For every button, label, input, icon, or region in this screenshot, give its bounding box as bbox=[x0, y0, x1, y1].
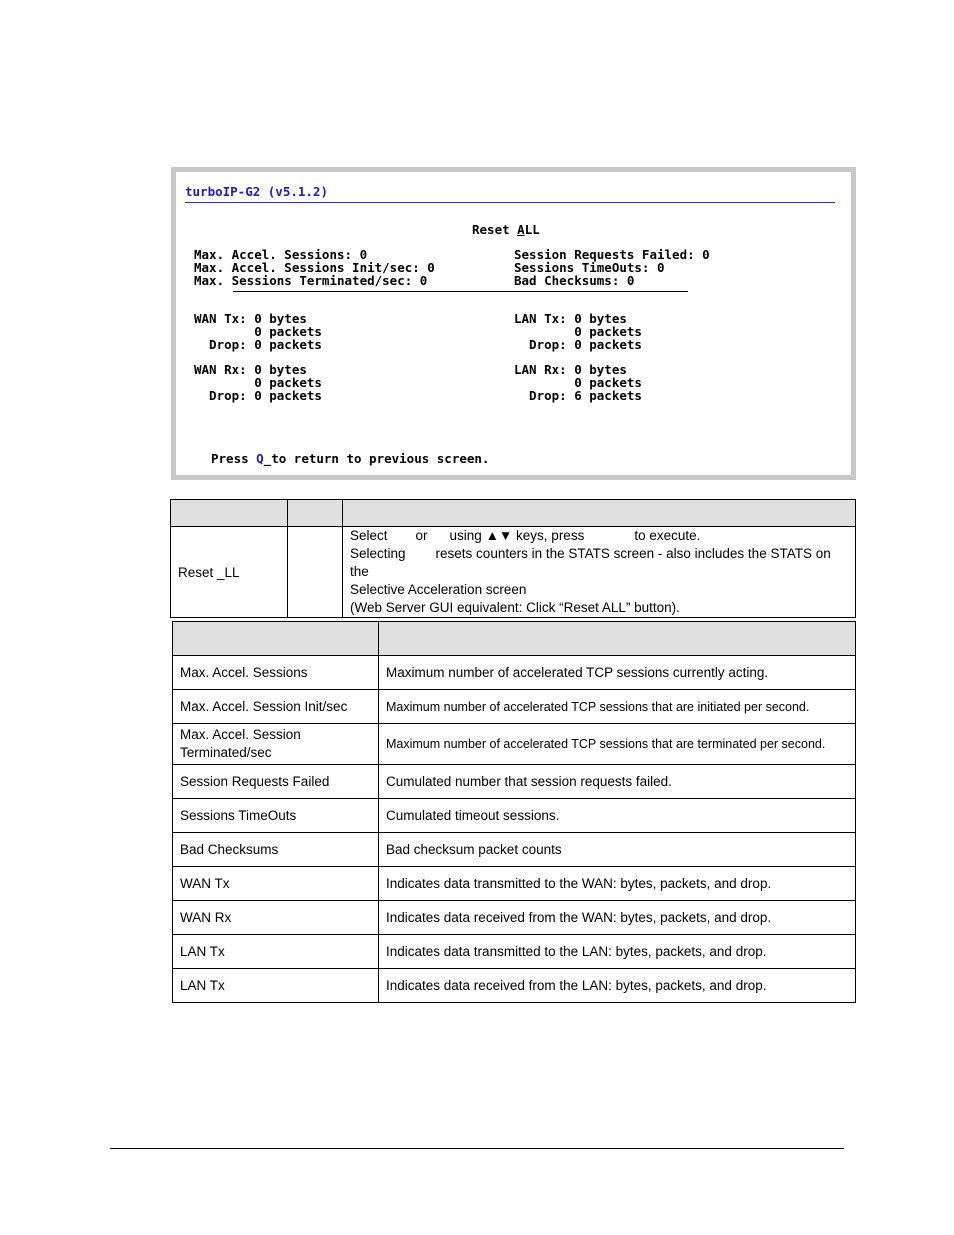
stat-description: Maximum number of accelerated TCP sessions that are terminated per second. bbox=[379, 724, 856, 765]
wan-rx-line-2: 0 packets bbox=[194, 375, 322, 390]
stat-description: Indicates data received from the WAN: bytes, packets, and drop. bbox=[379, 901, 856, 935]
left-stat-3: Max. Sessions Terminated/sec: 0 bbox=[194, 273, 428, 288]
command-key bbox=[288, 527, 343, 618]
press-q-prompt bbox=[211, 452, 489, 465]
table-row bbox=[173, 833, 856, 867]
command-description bbox=[343, 527, 856, 618]
left-stat-2: Max. Accel. Sessions Init/sec: 0 bbox=[194, 260, 435, 275]
stat-description: Bad checksum packet counts bbox=[379, 833, 856, 867]
quit-key[interactable]: Q bbox=[256, 451, 264, 466]
stat-name: Session Requests Failed bbox=[173, 765, 379, 799]
stat-description: Maximum number of accelerated TCP sessions currently acting. bbox=[379, 656, 856, 690]
stat-name: Bad Checksums bbox=[173, 833, 379, 867]
header-cell bbox=[288, 500, 343, 527]
prompt-prefix: Press bbox=[211, 451, 257, 466]
stat-description: Indicates data transmitted to the LAN: bytes, packets, and drop. bbox=[379, 935, 856, 969]
stat-name: LAN Tx bbox=[173, 969, 379, 1003]
table-row bbox=[173, 656, 856, 690]
desc-text: Select bbox=[350, 528, 388, 543]
stat-description: Cumulated number that session requests failed. bbox=[379, 765, 856, 799]
header-cell bbox=[343, 500, 856, 527]
wan-tx-line-1: WAN Tx: 0 bytes bbox=[194, 311, 307, 326]
table-row bbox=[173, 765, 856, 799]
stat-name: Max. Accel. Sessions bbox=[173, 656, 379, 690]
table-row bbox=[173, 935, 856, 969]
table-row bbox=[173, 690, 856, 724]
lan-tx-line-3: Drop: 0 packets bbox=[514, 337, 642, 352]
terminal-screen bbox=[176, 172, 851, 475]
command-table-header bbox=[171, 500, 856, 527]
lan-rx-line-2: 0 packets bbox=[514, 375, 642, 390]
wan-rx-line-1: WAN Rx: 0 bytes bbox=[194, 362, 307, 377]
right-stat-3: Bad Checksums: 0 bbox=[514, 273, 635, 288]
lan-tx-line-2: 0 packets bbox=[514, 324, 642, 339]
stats-divider bbox=[233, 291, 688, 292]
stat-name: WAN Rx bbox=[173, 901, 379, 935]
table-row bbox=[173, 867, 856, 901]
stat-description: Cumulated timeout sessions. bbox=[379, 799, 856, 833]
lan-tx-line-1: LAN Tx: 0 bytes bbox=[514, 311, 627, 326]
header-cell bbox=[173, 622, 379, 656]
stat-description: Maximum number of accelerated TCP sessions that are initiated per second. bbox=[379, 690, 856, 724]
stat-description: Indicates data transmitted to the WAN: bytes, packets, and drop. bbox=[379, 867, 856, 901]
stat-name: Sessions TimeOuts bbox=[173, 799, 379, 833]
desc-text: or bbox=[415, 528, 428, 543]
desc-text: using ▲▼ keys, press bbox=[449, 528, 585, 543]
right-stat-1: Session Requests Failed: 0 bbox=[514, 247, 710, 262]
stat-name: WAN Tx bbox=[173, 867, 379, 901]
lan-rx-line-1: LAN Rx: 0 bytes bbox=[514, 362, 627, 377]
stats-table-header bbox=[173, 622, 856, 656]
stat-name: Max. Accel. Session Terminated/sec bbox=[173, 724, 379, 765]
command-row bbox=[171, 527, 856, 618]
table-row bbox=[173, 969, 856, 1003]
table-row bbox=[173, 724, 856, 765]
wan-rx-line-3: Drop: 0 packets bbox=[194, 388, 322, 403]
table-row bbox=[173, 799, 856, 833]
desc-text: resets counters in the STATS screen - also includes the STATS on the bbox=[350, 546, 831, 579]
desc-text: Selective Acceleration screen bbox=[350, 582, 527, 597]
stats-table bbox=[172, 621, 856, 1003]
footer-divider bbox=[110, 1148, 844, 1149]
left-stat-1: Max. Accel. Sessions: 0 bbox=[194, 247, 368, 262]
stat-name: LAN Tx bbox=[173, 935, 379, 969]
prompt-suffix: _to return to previous screen. bbox=[263, 451, 490, 466]
terminal-screenshot bbox=[171, 167, 856, 480]
desc-text: (Web Server GUI equivalent: Click “Reset ALL” button). bbox=[350, 600, 680, 615]
header-cell bbox=[379, 622, 856, 656]
lan-rx-line-3: Drop: 6 packets bbox=[514, 388, 642, 403]
title-divider bbox=[185, 202, 835, 203]
header-cell bbox=[171, 500, 288, 527]
terminal-title: turboIP-G2 (v5.1.2) bbox=[185, 184, 328, 199]
desc-text: Selecting bbox=[350, 546, 406, 561]
reset-label-suffix: LL bbox=[524, 222, 540, 237]
command-name: Reset _LL bbox=[171, 527, 288, 618]
desc-text: to execute. bbox=[634, 528, 701, 543]
wan-tx-line-3: Drop: 0 packets bbox=[194, 337, 322, 352]
stat-name: Max. Accel. Session Init/sec bbox=[173, 690, 379, 724]
stat-description: Indicates data received from the LAN: bytes, packets, and drop. bbox=[379, 969, 856, 1003]
reset-all-menu-item[interactable] bbox=[472, 223, 540, 236]
right-stat-2: Sessions TimeOuts: 0 bbox=[514, 260, 665, 275]
reset-label: Reset bbox=[472, 222, 518, 237]
wan-tx-line-2: 0 packets bbox=[194, 324, 322, 339]
reset-hotkey: A bbox=[517, 222, 525, 237]
table-row bbox=[173, 901, 856, 935]
command-table bbox=[170, 499, 856, 618]
